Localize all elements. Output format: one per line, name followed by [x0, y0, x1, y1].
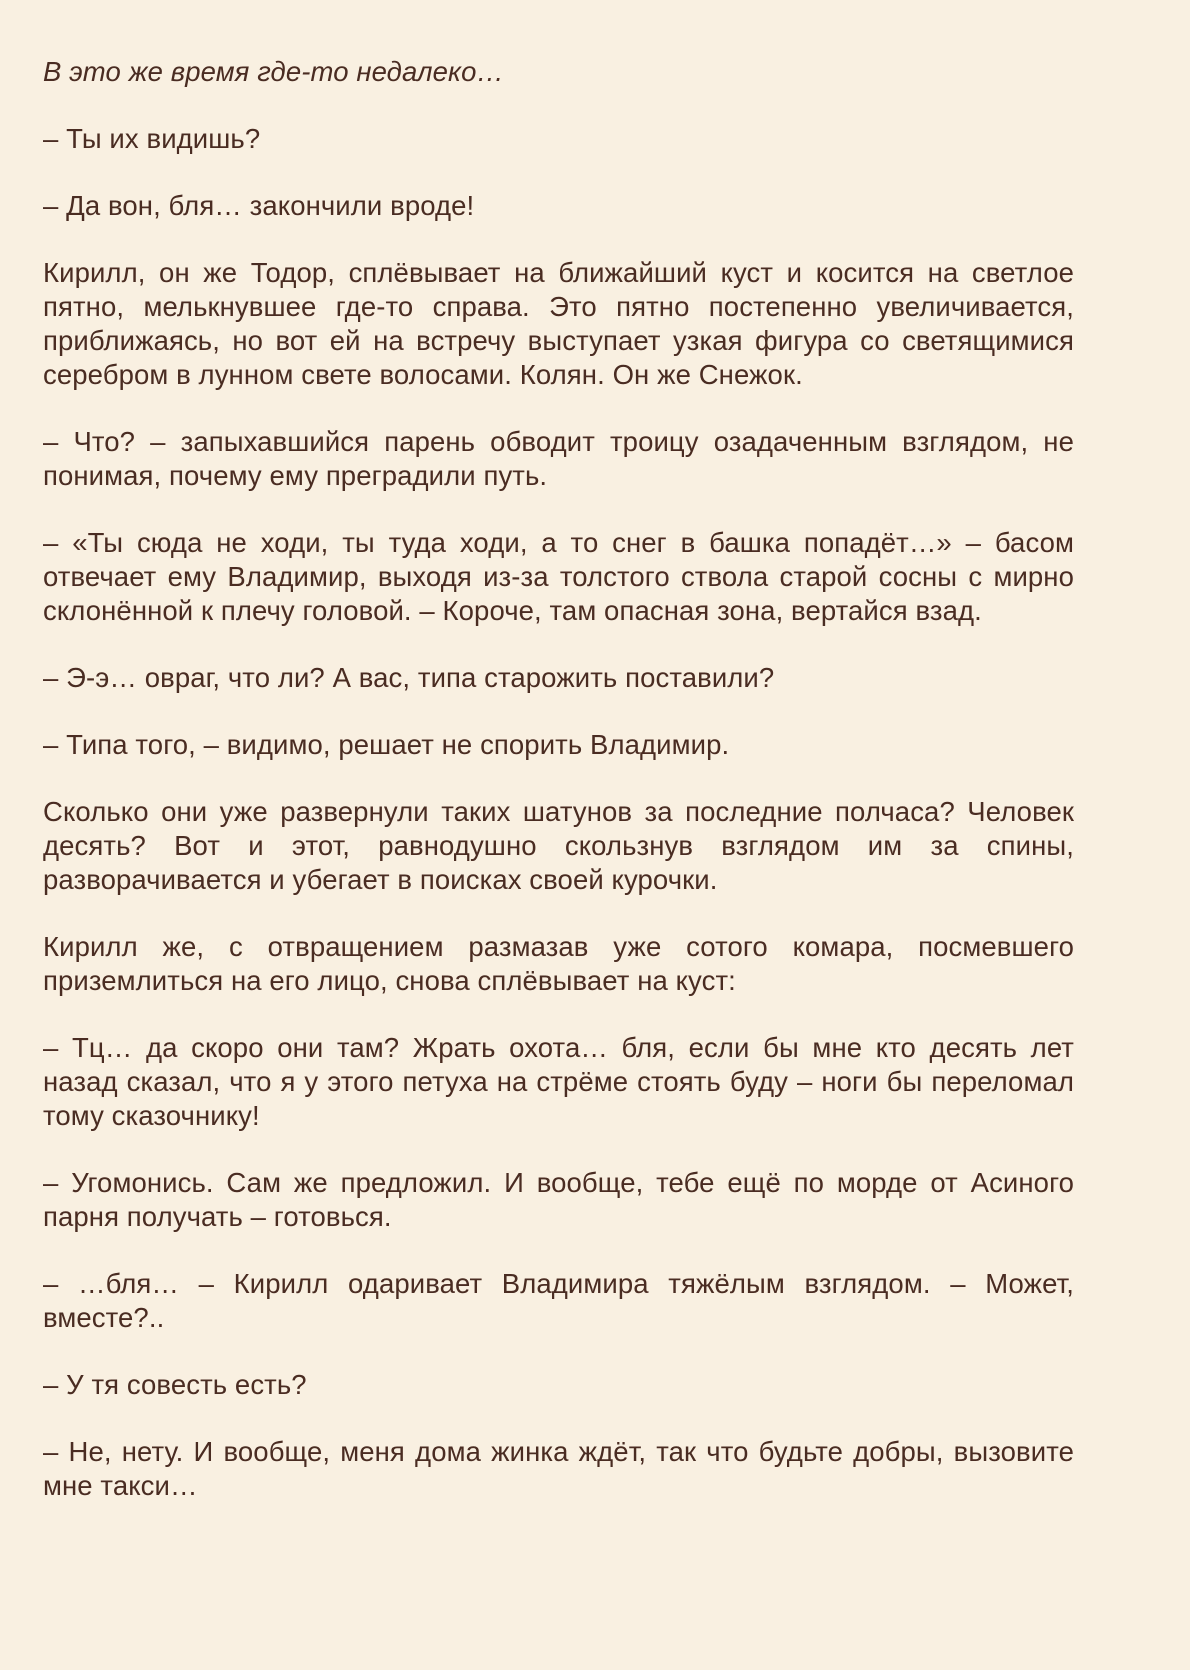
scene-intro-paragraph: В это же время где-то недалеко…: [43, 56, 505, 87]
dialogue-paragraph: – Что? – запыхавшийся парень обводит троицу озадаченным взглядом, не понимая, почему ему преградили путь.: [43, 426, 1074, 491]
dialogue-paragraph: – Э-э… овраг, что ли? А вас, типа старожить поставили?: [43, 662, 775, 693]
dialogue-paragraph: – Угомонись. Сам же предложил. И вообще, тебе ещё по морде от Асиного парня получать – готовься.: [43, 1167, 1074, 1232]
dialogue-paragraph: – Тц… да скоро они там? Жрать охота… бля, если бы мне кто десять лет назад сказал, что я у этого петуха на стрёме стоять буду – ноги бы переломал тому сказочнику!: [43, 1032, 1074, 1131]
dialogue-paragraph: – …бля… – Кирилл одаривает Владимира тяжёлым взглядом. – Может, вместе?..: [43, 1268, 1074, 1333]
dialogue-paragraph: – Ты их видишь?: [43, 123, 261, 154]
dialogue-paragraph: – Не, нету. И вообще, меня дома жинка ждёт, так что будьте добры, вызовите мне такси…: [43, 1436, 1074, 1501]
dialogue-paragraph: – У тя совесть есть?: [43, 1369, 307, 1400]
narration-paragraph: Кирилл же, с отвращением размазав уже сотого комара, посмевшего приземлиться на его лицо, снова сплёвывает на куст:: [43, 931, 1074, 996]
narration-paragraph: Сколько они уже развернули таких шатунов за последние полчаса? Человек десять? Вот и этот, равнодушно скользнув взглядом им за спины, разворачивается и убегает в поисках своей курочки.: [43, 796, 1074, 895]
dialogue-paragraph: – Типа того, – видимо, решает не спорить Владимир.: [43, 729, 730, 760]
dialogue-paragraph: – «Ты сюда не ходи, ты туда ходи, а то снег в башка попадёт…» – басом отвечает ему Владимир, выходя из-за толстого ствола старой сосны с мирно склонённой к плечу головой. – Короче, там опасная зона, вертайся взад.: [43, 527, 1074, 626]
narration-paragraph: Кирилл, он же Тодор, сплёвывает на ближайший куст и косится на светлое пятно, мелькнувшее где-то справа. Это пятно постепенно увеличивается, приближаясь, но вот ей на встречу выступает узкая фигура со светящимися серебром в лунном свете волосами. Колян. Он же Снежок.: [43, 257, 1074, 390]
dialogue-paragraph: – Да вон, бля… закончили вроде!: [43, 190, 475, 221]
